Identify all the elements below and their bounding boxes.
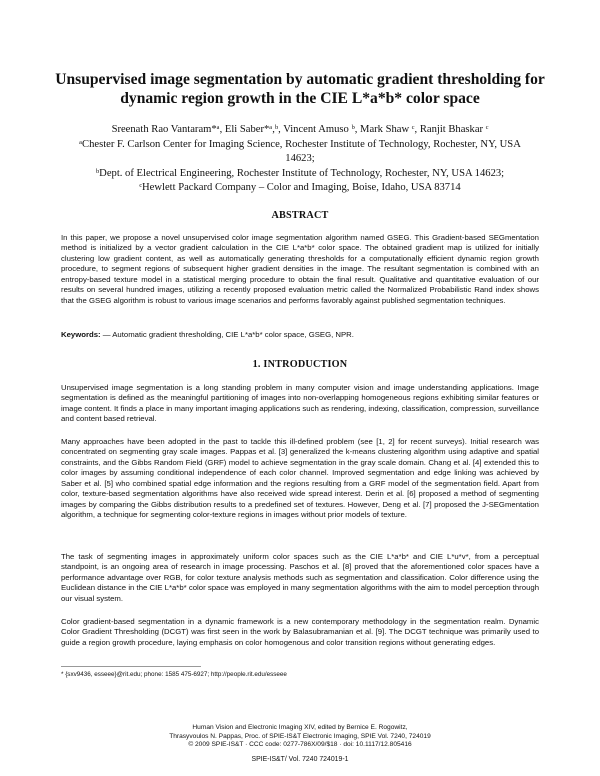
publication-line-2: Thrasyvoulos N. Pappas, Proc. of SPIE-IS&T Electronic Imaging, SPIE Vol. 7240, 724019 [169,732,431,740]
intro-paragraph-4: Color gradient-based segmentation in a dynamic framework is a new contemporary methodology in the segmentation realm. Dynamic Color Gradient Thresholding (DCGT) was first seen in the work by Balasubramanian et al. [9]. The DCGT technique was primarily used to guide a region growth procedure, laying emphasis on color homogenous and color transition regions without generating edges. [61,617,539,647]
intro-paragraph-3: The task of segmenting images in approximately uniform color spaces such as the CIE L*a*b* and CIE L*u*v*, from a perceptual standpoint, is an ongoing area of research in image processing. Paschos et al. [8] proved that the aforementioned color spaces have a performance advantage over RGB, for color texture analysis methods such as segmentation and classification. Color difference using the Euclidean distance in the CIE L*a*b* color space was employed in many segmentation algorithms with the aim to model perception through our visual system. [61,552,539,603]
footnote-rule [61,666,201,667]
introduction-heading: 1. INTRODUCTION [252,359,348,370]
affiliation-c: ᶜHewlett Packard Company – Color and Imaging, Boise, Idaho, USA 83714 [139,182,461,193]
abstract-heading: ABSTRACT [271,210,329,221]
paper-title: Unsupervised image segmentation by automatic gradient thresholding for dynamic region growth in the CIE L*a*b* color space [55,71,545,107]
keywords-line [61,330,539,340]
affiliation-b: ᵇDept. of Electrical Engineering, Rochester Institute of Technology, Rochester, NY, USA 14623; [95,167,505,179]
keywords-label: Keywords: [61,330,101,339]
author-names: Sreenath Rao Vantaram*ᵃ, Eli Saber*ᵃ,ᵇ, Vincent Amuso ᵇ, Mark Shaw ᶜ, Ranjit Bhaskar ᶜ [111,124,489,135]
publication-line-1: Human Vision and Electronic Imaging XIV, edited by Bernice E. Rogowitz, [192,724,408,731]
keywords-text: — Automatic gradient thresholding, CIE L*a*b* color space, GSEG, NPR. [102,330,354,339]
page-number: SPIE-IS&T/ Vol. 7240 724019-1 [251,756,349,763]
abstract-text: In this paper, we propose a novel unsupervised color image segmentation algorithm named GSEG. This Gradient-based SEGmentation method is initialized by a vector gradient calculation in the CIE L*a*b* color space. The obtained gradient map is utilized for initially clustering low gradient content, as well as automatically generating thresholds for a computationally efficient dynamic region growth procedure, to segment regions of subsequent higher gradient densities in the image. The resultant segmentation is combined with an entropy-based texture model in a statistical merging procedure to obtain the final result. Qualitative and quantitative evaluation of our results on several hundred images, utilizing a recently proposed evaluation metric called the Normalized Probabilistic Rand index shows that the GSEG algorithm is robust to various image scenarios and performs favorably against published segmentation techniques. [61,233,539,305]
affiliation-a: ᵃChester F. Carlson Center for Imaging Science, Rochester Institute of Technology, Rochester, NY, USA 14623; [79,138,521,164]
author-block [70,123,530,196]
publication-info [100,724,500,750]
intro-paragraph-2: Many approaches have been adopted in the past to tackle this ill-defined problem (see [1, 2] for recent surveys). Initial research was concentrated on segmenting gray scale images. Pappas et al. [3] generalized the k-means clustering algorithm using adaptive and spatial constraints, and the Gibbs Random Field (GRF) model to achieve segmentation in the gray scale domain. Chang et al. [4] extended this to color images by assuming conditional independence of each color channel. Improved segmentation and edge linking was achieved by Saber et al. [5] who combined spatial edge information and the regions resulting from a GRF model of the segmentation field. Apart from color, texture-based segmentation algorithms have also received wide spread interest. Derin et al. [6] proposed a method of segmenting images by comparing the Gibbs distribution results to a predefined set of textures. However, Deng et al. [7] proposed the J-SEGmentation algorithm, a technique for segmenting color-texture regions in images without prior models of texture. [61,437,539,520]
publication-line-3: © 2009 SPIE-IS&T · CCC code: 0277-786X/09/$18 · doi: 10.1117/12.805416 [188,741,412,749]
footnote: * {sxv9436, esseee}@rit.edu; phone: 1585 475-6927; http://people.rit.edu/esseee [61,671,287,678]
intro-paragraph-1: Unsupervised image segmentation is a long standing problem in many computer vision and image understanding applications. Image segmentation is defined as the meaningful partitioning of images into non-overlapping homogeneous regions exhibiting similar features or image content. It finds a place in many important imaging applications such as rendering, indexing, classification, compression, surveillance and content based retrieval. [61,383,539,424]
